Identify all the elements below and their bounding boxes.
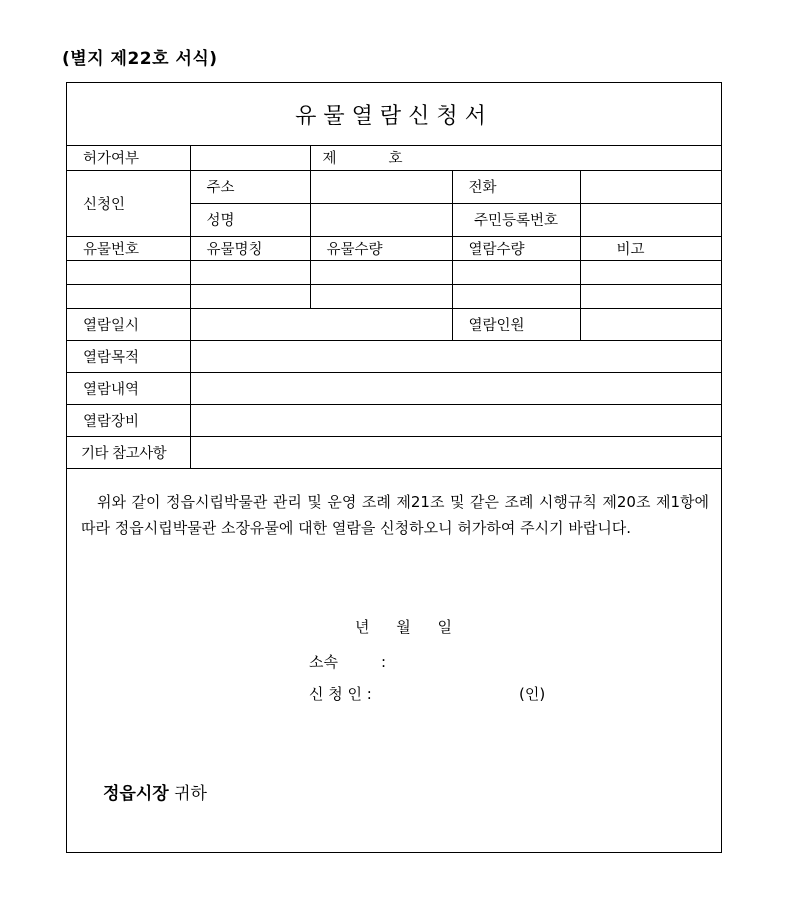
view-details-value[interactable] (190, 372, 721, 404)
view-equipment-value[interactable] (190, 404, 721, 436)
phone-value[interactable] (580, 170, 721, 203)
name-value[interactable] (310, 203, 452, 236)
address-label: 주소 (190, 170, 310, 203)
artifact-number-cell[interactable] (67, 284, 190, 308)
remarks-cell[interactable] (580, 284, 721, 308)
artifact-header-row (67, 236, 721, 260)
view-details-row (67, 372, 721, 404)
view-equipment-label: 열람장비 (67, 404, 190, 436)
address-row (67, 170, 721, 203)
seal-mark: (인) (519, 685, 546, 703)
declaration-text (81, 489, 709, 541)
view-people-label: 열람인원 (452, 308, 580, 340)
affiliation-label: 소속 (309, 653, 338, 671)
recipient-name: 정읍시장 (103, 784, 169, 804)
view-datetime-label: 열람일시 (67, 308, 190, 340)
date-line: 년 월 일 (355, 618, 453, 636)
affiliation-colon: : (381, 653, 387, 671)
form-title: 유물열람신청서 (67, 83, 721, 146)
permission-number-field[interactable] (310, 145, 721, 170)
artifact-quantity-cell[interactable] (310, 284, 452, 308)
phone-label: 전화 (452, 170, 580, 203)
artifact-quantity-cell[interactable] (310, 260, 452, 284)
permission-label: 허가여부 (67, 145, 190, 170)
view-quantity-cell[interactable] (452, 260, 580, 284)
applicant-sign-label: 신 청 인 : (309, 685, 372, 703)
applicant-sign-line (309, 683, 372, 704)
view-details-label: 열람내역 (67, 372, 190, 404)
artifact-number-cell[interactable] (67, 260, 190, 284)
view-datetime-value[interactable] (190, 308, 452, 340)
recipient-suffix: 귀하 (174, 784, 207, 804)
request-form (66, 82, 722, 853)
view-purpose-value[interactable] (190, 340, 721, 372)
declaration-body: 위와 같이 정읍시립박물관 관리 및 운영 조례 제21조 및 같은 조례 시행규칙 제20조 제1항에 따라 정읍시립박물관 소장유물에 대한 열람을 신청하오니 허가하여 주시기 바랍니다. (81, 493, 709, 537)
view-people-value[interactable] (580, 308, 721, 340)
recipient-line (103, 779, 207, 804)
name-label: 성명 (190, 203, 310, 236)
col-artifact-number: 유물번호 (67, 236, 190, 260)
form-number-label: (별지 제22호 서식) (62, 49, 218, 69)
col-artifact-quantity: 유물수량 (310, 236, 452, 260)
view-datetime-row (67, 308, 721, 340)
address-value[interactable] (310, 170, 452, 203)
artifact-row (67, 284, 721, 308)
col-remarks: 비고 (580, 236, 721, 260)
form-table (67, 145, 721, 469)
artifact-row (67, 260, 721, 284)
permission-no-suffix: 호 (388, 150, 403, 167)
remarks-cell[interactable] (580, 260, 721, 284)
col-view-quantity: 열람수량 (452, 236, 580, 260)
permission-value[interactable] (190, 145, 310, 170)
artifact-name-cell[interactable] (190, 284, 310, 308)
affiliation-line (309, 651, 386, 672)
other-notes-row (67, 436, 721, 468)
applicant-label: 신청인 (67, 170, 190, 236)
other-notes-label: 기타 참고사항 (67, 436, 190, 468)
resident-no-value[interactable] (580, 203, 721, 236)
view-purpose-row (67, 340, 721, 372)
other-notes-value[interactable] (190, 436, 721, 468)
view-equipment-row (67, 404, 721, 436)
permission-row (67, 145, 721, 170)
artifact-name-cell[interactable] (190, 260, 310, 284)
col-artifact-name: 유물명칭 (190, 236, 310, 260)
resident-no-label: 주민등록번호 (452, 203, 580, 236)
view-quantity-cell[interactable] (452, 284, 580, 308)
permission-no-prefix: 제 (322, 150, 337, 167)
view-purpose-label: 열람목적 (67, 340, 190, 372)
